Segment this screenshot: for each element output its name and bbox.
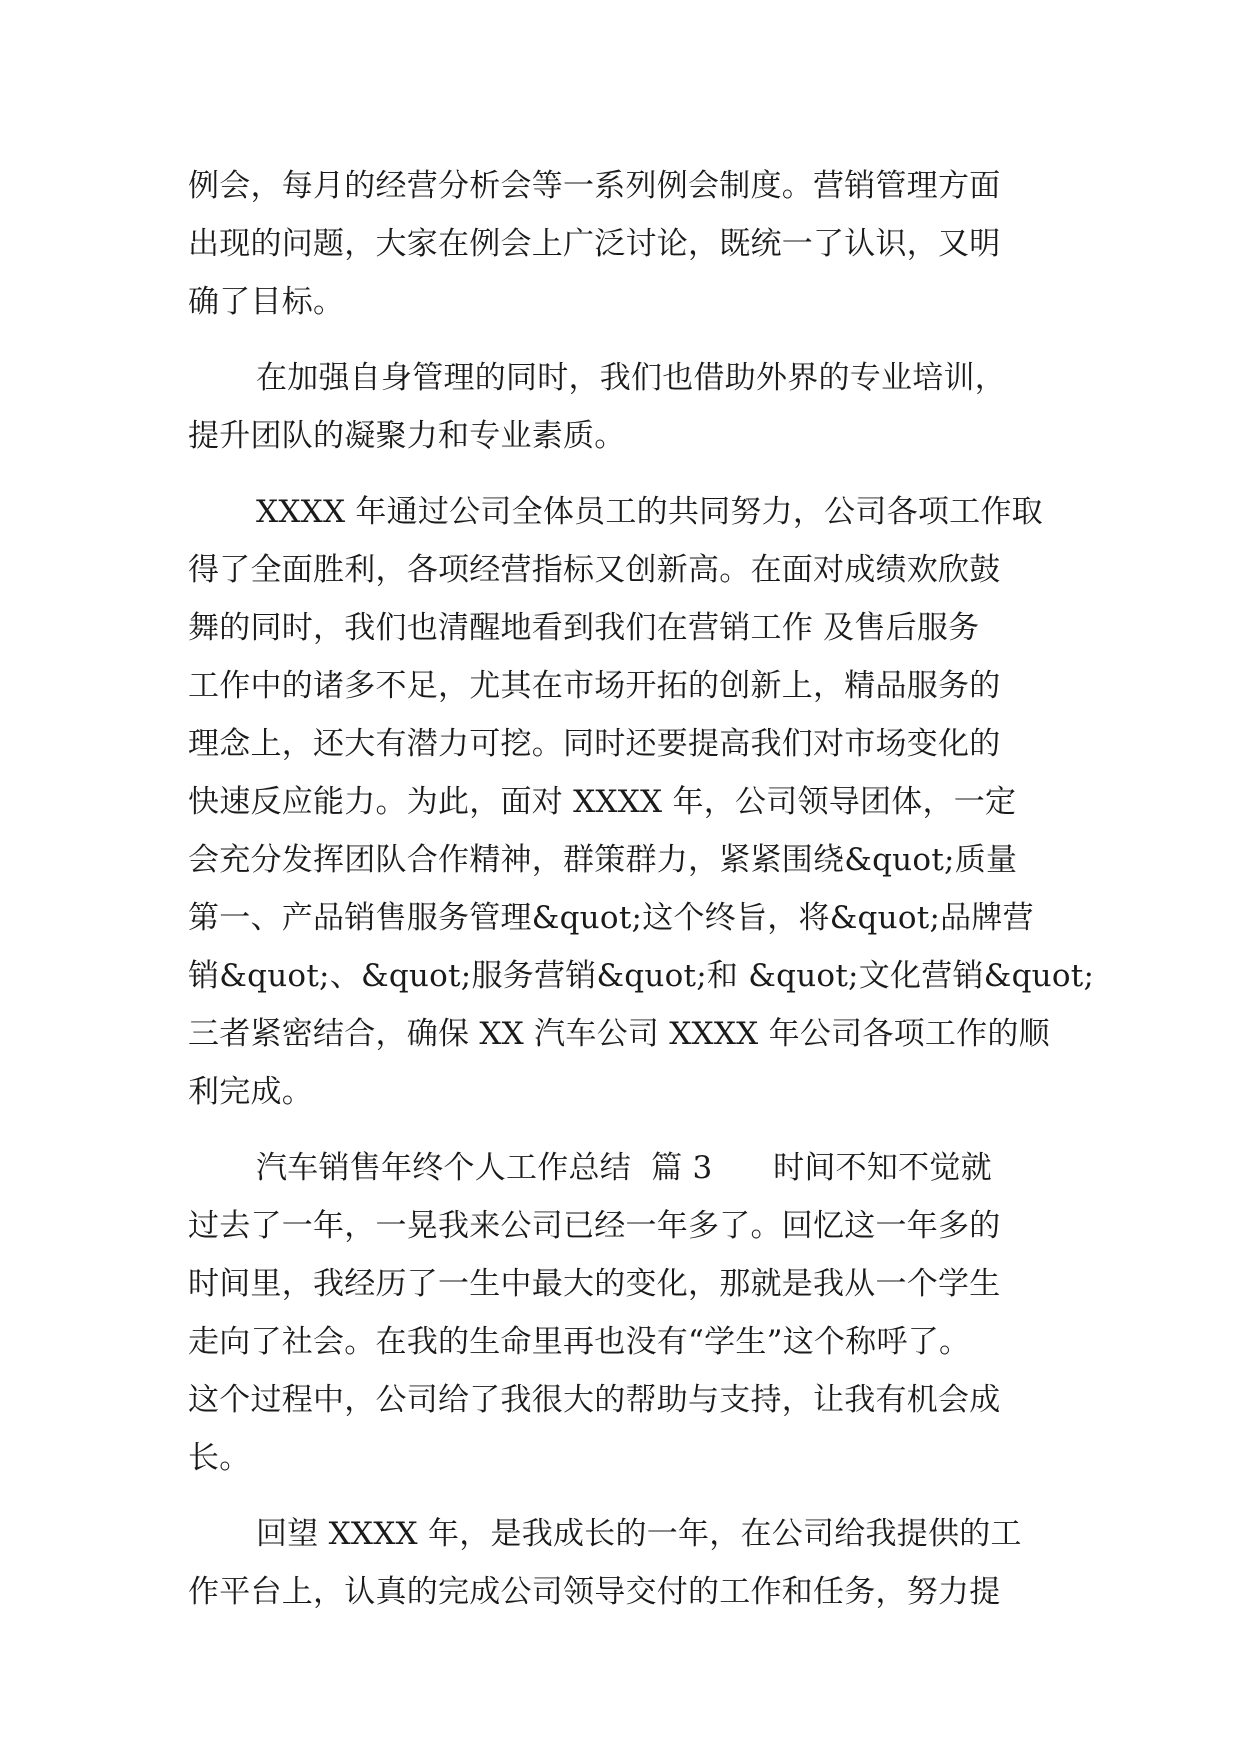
paragraph-gap <box>188 1487 1068 1505</box>
text-line: 利完成。 <box>188 1074 313 1110</box>
text-line: 快速反应能力。为此，面对 XXXX 年，公司领导团体，一定 <box>188 784 1017 820</box>
text-line: 三者紧密结合，确保 XX 汽车公司 XXXX 年公司各项工作的顺 <box>188 1016 1050 1052</box>
text-line: 理念上，还大有潜力可挖。同时还要提高我们对市场变化的 <box>188 726 1001 762</box>
text-line: 例会，每月的经营分析会等一系列例会制度。营销管理方面 <box>188 168 1001 204</box>
text-line: 汽车销售年终个人工作总结 篇 3 时间不知不觉就 <box>256 1150 992 1186</box>
text-line: 第一、产品销售服务管理&quot;这个终旨，将&quot;品牌营 <box>188 900 1034 936</box>
paragraph-gap <box>188 1121 1068 1139</box>
document-body <box>188 157 1095 1621</box>
text-line: 过去了一年，一晃我来公司已经一年多了。回忆这一年多的 <box>188 1208 1001 1244</box>
paragraph-gap <box>188 331 1068 349</box>
text-line: 销&quot;、&quot;服务营销&quot;和 &quot;文化营销&quot; <box>188 958 1095 994</box>
text-line: 在加强自身管理的同时，我们也借助外界的专业培训， <box>256 360 1006 396</box>
text-line: 作平台上，认真的完成公司领导交付的工作和任务，努力提 <box>188 1574 1001 1610</box>
text-line: 这个过程中，公司给了我很大的帮助与支持，让我有机会成 <box>188 1382 1001 1418</box>
text-line: 提升团队的凝聚力和专业素质。 <box>188 418 626 454</box>
text-line: 回望 XXXX 年，是我成长的一年，在公司给我提供的工 <box>256 1516 1022 1552</box>
text-line: 得了全面胜利，各项经营指标又创新高。在面对成绩欢欣鼓 <box>188 552 1001 588</box>
text-line: 确了目标。 <box>188 284 345 320</box>
text-line: 时间里，我经历了一生中最大的变化，那就是我从一个学生 <box>188 1266 1001 1302</box>
text-line: 工作中的诸多不足，尤其在市场开拓的创新上，精品服务的 <box>188 668 1001 704</box>
paragraph-gap <box>188 465 1068 483</box>
text-line: 出现的问题，大家在例会上广泛讨论，既统一了认识，又明 <box>188 226 1001 262</box>
text-line: XXXX 年通过公司全体员工的共同努力，公司各项工作取 <box>256 494 1043 530</box>
text-line: 长。 <box>188 1440 251 1476</box>
text-line: 走向了社会。在我的生命里再也没有“学生”这个称呼了。 <box>188 1324 971 1360</box>
text-line: 会充分发挥团队合作精神，群策群力，紧紧围绕&quot;质量 <box>188 842 1018 878</box>
text-line: 舞的同时，我们也清醒地看到我们在营销工作 及售后服务 <box>188 610 980 646</box>
